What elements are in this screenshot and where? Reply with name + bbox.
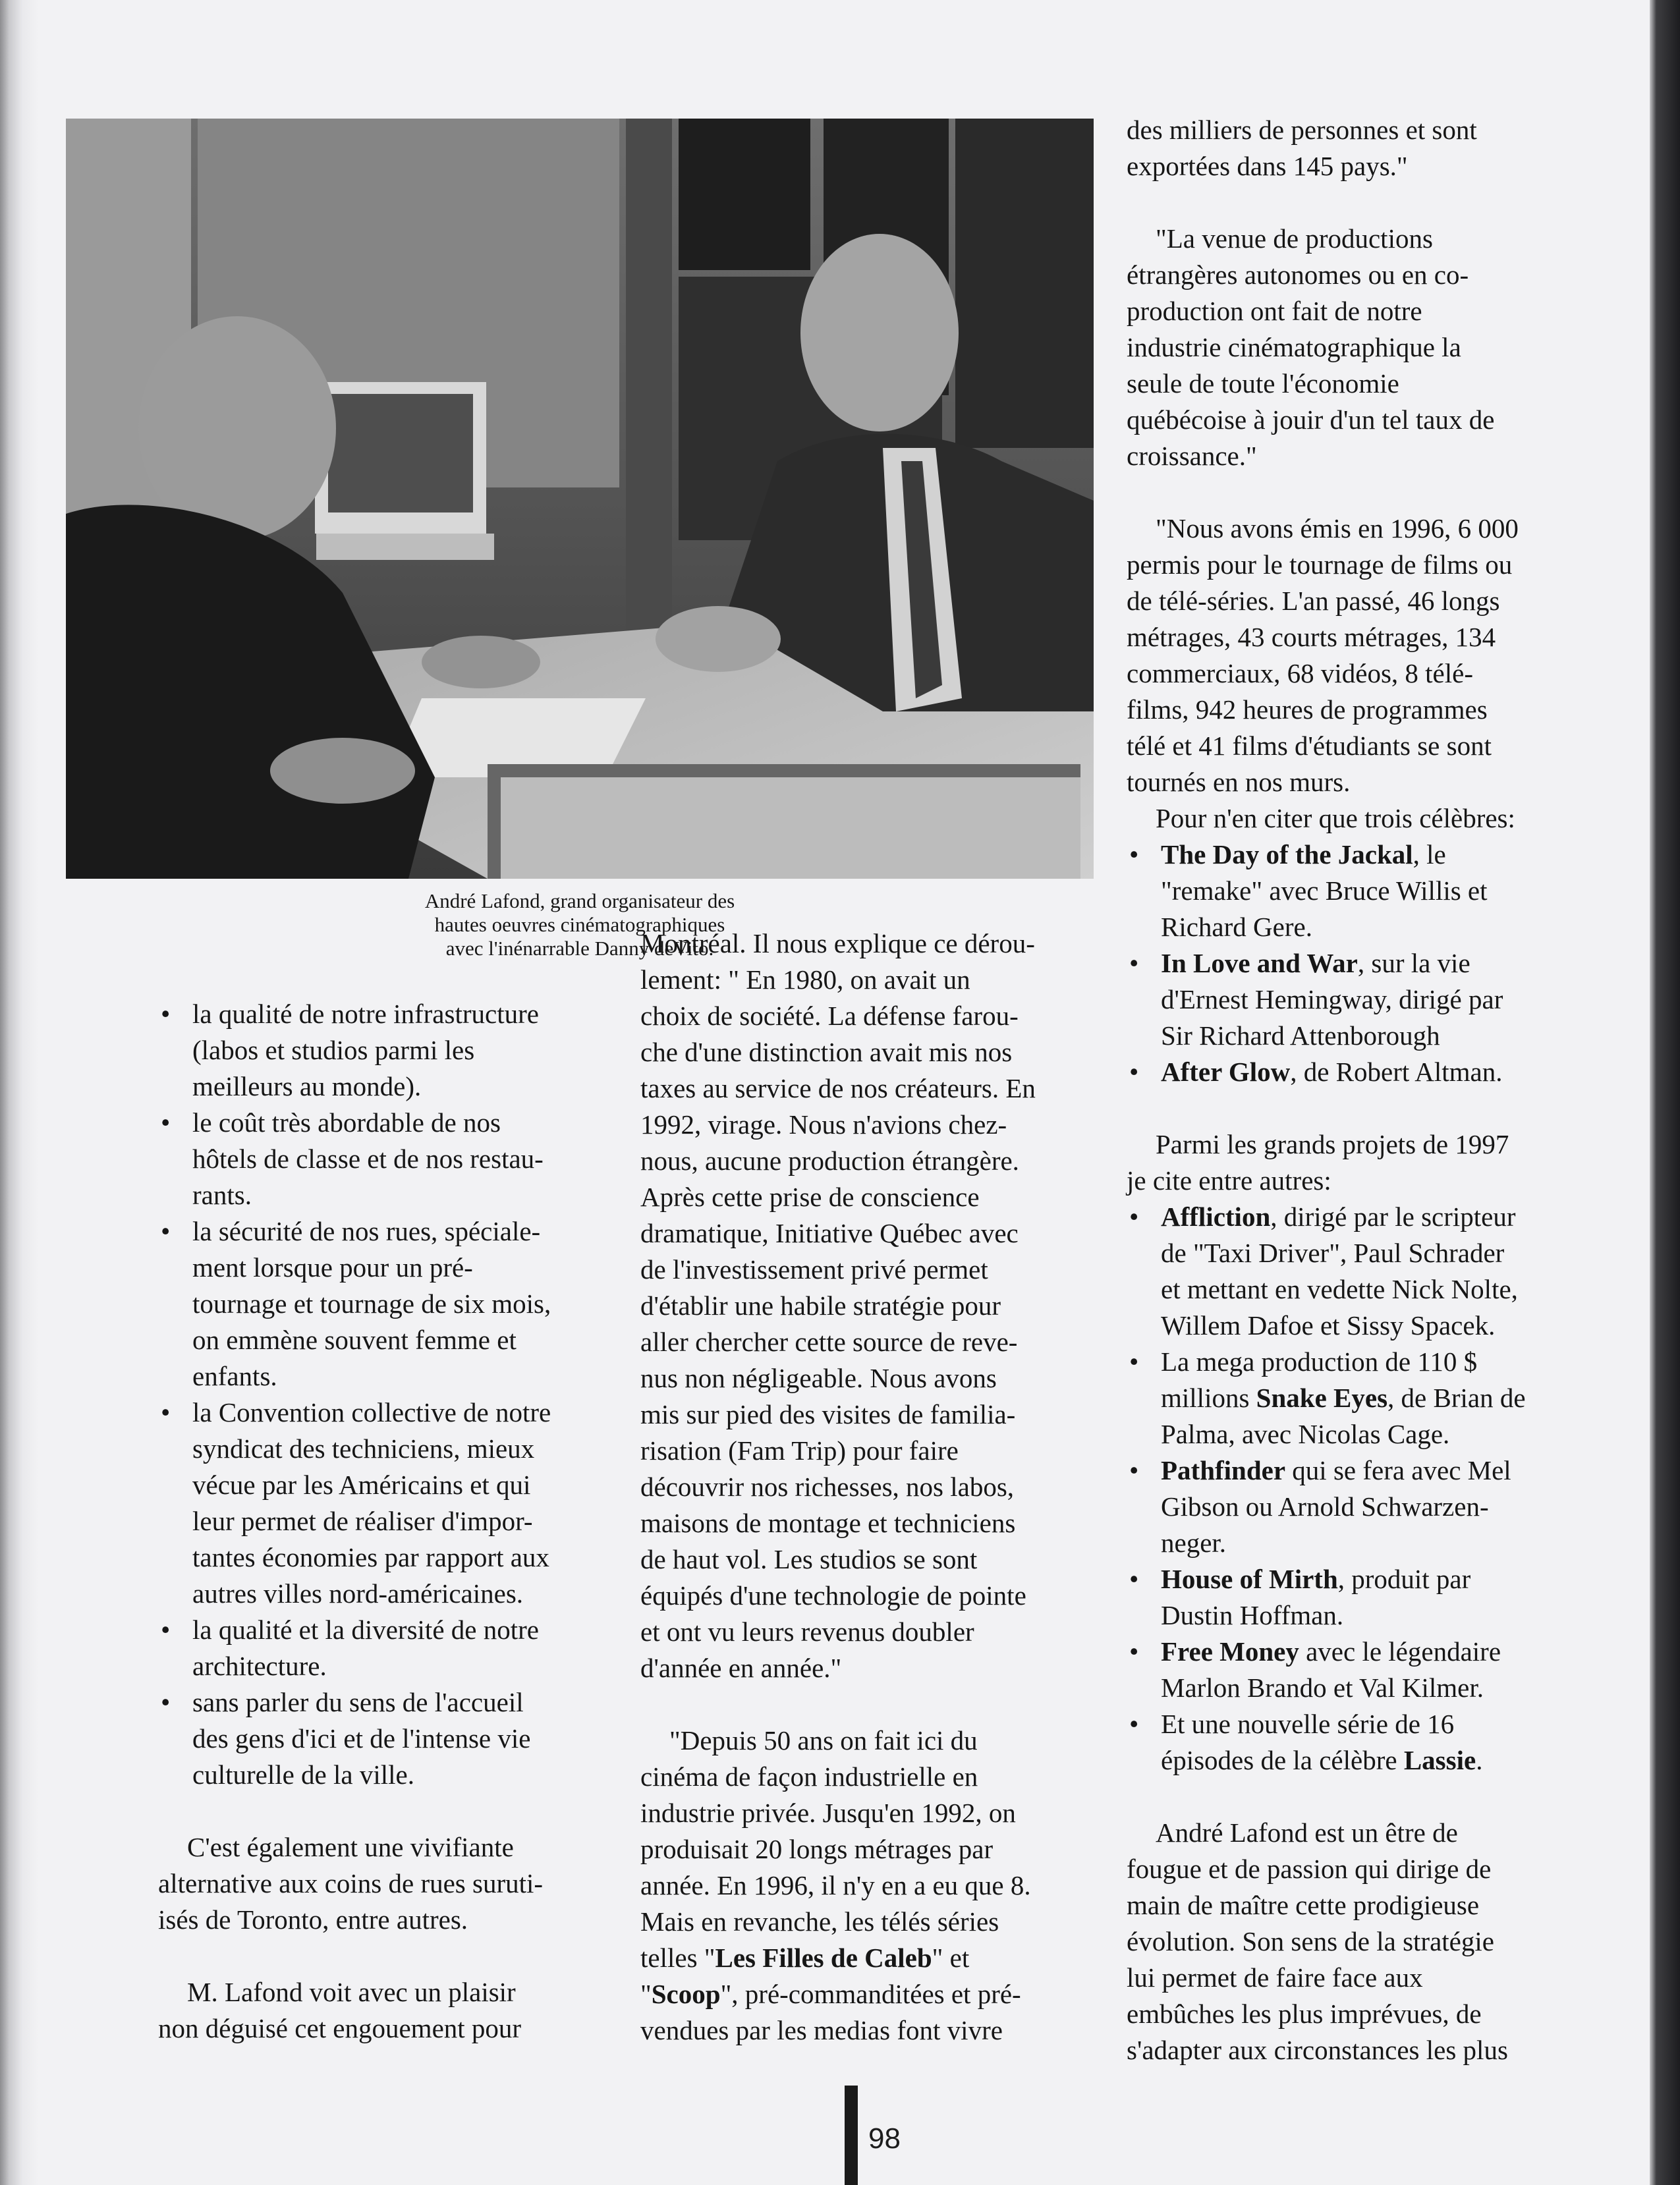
text-line: films, 942 heures de programmes [1127,694,1488,725]
text-line: et mettant en vedette Nick Nolte, [1161,1274,1518,1304]
list-item [1127,1344,1594,1452]
text-line: C'est également une vivifiante [187,1832,514,1862]
text-line: Willem Dafoe et Sissy Spacek. [1161,1310,1496,1341]
list-item [158,1612,619,1684]
text-line: de télé-séries. L'an passé, 46 longs [1127,586,1500,616]
text-line: culturelle de la ville. [192,1759,414,1790]
text-line: "Nous avons émis en 1996, 6 000 [1156,513,1519,543]
text-line: tournage et tournage de six mois, [192,1288,551,1319]
text-line: Dustin Hoffman. [1161,1600,1344,1630]
text-line: • le coût très abordable de nos [192,1107,501,1138]
text-line: et ont vu leurs revenus doubler [640,1617,974,1647]
paragraph-exports [1127,112,1594,184]
text-line [640,1940,1088,1976]
text-line [640,1976,1088,2012]
text-line: 1992, virage. Nous n'avions chez- [640,1109,1007,1140]
text-line: "remake" avec Bruce Willis et [1161,875,1488,906]
text-fragment: , sur la vie [1357,948,1470,978]
list-item [1127,1634,1594,1706]
title-les-filles-de-caleb: Les Filles de Caleb [715,1943,932,1973]
text-line: tantes économies par rapport aux [192,1542,549,1572]
text-line: "Depuis 50 ans on fait ici du [669,1725,978,1756]
text-line: évolution. Son sens de la stratégie [1127,1926,1494,1956]
paragraph-growth [1127,221,1594,474]
text-line: nus non négligeable. Nous avons [640,1363,997,1393]
text-line: neger. [1161,1528,1227,1558]
text-line: produisait 20 longs métrages par [640,1834,994,1864]
column-right [1127,112,1594,2068]
text-line: • La mega production de 110 $ [1161,1346,1478,1377]
list-item [1127,1199,1594,1344]
list-item [1127,1561,1594,1634]
text-line: main de maître cette prodigieuse [1127,1890,1480,1920]
text-line: lement: " En 1980, on avait un [640,964,970,995]
list-item [158,1684,619,1793]
text-line: production ont fait de notre [1127,296,1422,326]
column-middle [640,926,1088,2049]
text-line: commerciaux, 68 vidéos, 8 télé- [1127,658,1473,688]
film-title: Free Money [1161,1636,1299,1667]
text-line: che d'une distinction avait mis nos [640,1037,1013,1067]
text-line: dramatique, Initiative Québec avec [640,1218,1019,1248]
text-line: tournés en nos murs. [1127,767,1351,797]
text-fragment: qui se fera avec Mel [1285,1455,1511,1485]
list-item [1127,945,1594,1054]
paragraph-lafond [158,1974,619,2047]
text-line: taxes au service de nos créateurs. En [640,1073,1036,1103]
film-title: Affliction [1161,1202,1271,1232]
paragraph-explanation [640,926,1088,1686]
text-line: québécoise à jouir d'un tel taux de [1127,404,1495,435]
text-line: M. Lafond voit avec un plaisir [187,1977,516,2007]
text-line: nous, aucune production étrangère. [640,1146,1019,1176]
text-line [1161,945,1594,982]
film-title: The Day of the Jackal [1161,839,1413,870]
text-line [1161,1452,1594,1489]
text-line: isés de Toronto, entre autres. [158,1904,468,1935]
text-line: ment lorsque pour un pré- [192,1252,473,1283]
text-line [1161,1742,1594,1779]
bullet-list-advantages [158,996,619,1793]
text-line: croissance." [1127,441,1257,471]
text-line: seule de toute l'économie [1127,368,1399,399]
column-left [158,996,619,2047]
text-line: rants. [192,1180,252,1210]
text-line: cinéma de façon industrielle en [640,1761,978,1792]
text-line: des milliers de personnes et sont [1127,115,1477,145]
text-line: permis pour le tournage de films ou [1127,549,1513,580]
text-line: autres villes nord-américaines. [192,1578,524,1609]
text-line: d'année en année." [640,1653,842,1683]
list-item [158,1395,619,1612]
text-line [1161,1199,1594,1235]
page-right-edge [1650,0,1680,2185]
list-item [158,996,619,1105]
text-line: (labos et studios parmi les [192,1035,475,1065]
text-line [1161,1561,1594,1597]
text-line: • la qualité de notre infrastructure [192,999,539,1029]
text-line: • Et une nouvelle série de 16 [1161,1709,1455,1739]
film-title: Pathfinder [1161,1455,1286,1485]
text-line: syndicat des techniciens, mieux [192,1433,535,1464]
text-line: • la Convention collective de notre [192,1397,551,1427]
list-item [1127,1452,1594,1561]
text-line: télé et 41 films d'étudiants se sont [1127,731,1492,761]
text-line: • la sécurité de nos rues, spéciale- [192,1216,541,1246]
text-line: Mais en revanche, les télés séries [640,1906,999,1937]
photo-two-men-at-desk [66,119,1094,879]
page-binding-edge [0,0,38,2185]
text-fragment: " et [932,1943,970,1973]
film-title: In Love and War [1161,948,1358,978]
text-line: maisons de montage et techniciens [640,1508,1016,1538]
paragraph-history [640,1723,1088,2049]
list-item [158,1105,619,1213]
text-line: des gens d'ici et de l'intense vie [192,1723,531,1754]
photo-illustration [66,119,1094,879]
text-line: découvrir nos richesses, nos labos, [640,1472,1015,1502]
text-line [1161,1634,1594,1670]
text-fragment: telles " [640,1943,715,1973]
text-line: lui permet de faire face aux [1127,1962,1423,1993]
text-line: année. En 1996, il n'y en a eu que 8. [640,1870,1031,1900]
film-title: Lassie [1403,1745,1476,1775]
text-fragment: avec le légendaire [1299,1636,1501,1667]
list-item [1127,837,1594,945]
text-line: je cite entre autres: [1127,1165,1331,1196]
text-line [1161,1054,1594,1090]
text-line: exportées dans 145 pays." [1127,151,1408,181]
text-line: Parmi les grands projets de 1997 [1156,1129,1509,1159]
list-item [1127,1706,1594,1779]
text-fragment: " [640,1979,652,2009]
text-line: Montréal. Il nous explique ce dérou- [640,928,1035,958]
text-line: fougue et de passion qui dirige de [1127,1854,1492,1884]
text-line: Après cette prise de conscience [640,1182,980,1212]
page-number: 98 [868,2122,901,2155]
text-fragment: épisodes de la célèbre [1161,1745,1404,1775]
text-fragment: , produit par [1337,1564,1471,1594]
text-line: • sans parler du sens de l'accueil [192,1687,524,1717]
text-line: s'adapter aux circonstances les plus [1127,2035,1508,2065]
text-line: équipés d'une technologie de pointe [640,1580,1026,1611]
text-line: Palma, avec Nicolas Cage. [1161,1419,1450,1449]
text-fragment: , de Brian de [1387,1383,1526,1413]
paragraph-closing [1127,1815,1594,2068]
text-line: enfants. [192,1361,277,1391]
text-line: risation (Fam Trip) pour faire [640,1435,959,1466]
page-number-bar [845,2086,858,2185]
text-line: de haut vol. Les studios se sont [640,1544,978,1574]
text-line: métrages, 43 courts métrages, 134 [1127,622,1496,652]
film-title: House of Mirth [1161,1564,1338,1594]
text-line: étrangères autonomes ou en co- [1127,260,1469,290]
text-line: choix de société. La défense farou- [640,1001,1019,1031]
text-line: de "Taxi Driver", Paul Schrader [1161,1238,1505,1268]
text-line: Gibson ou Arnold Schwarzen- [1161,1491,1489,1522]
list-item [158,1213,619,1395]
text-line: architecture. [192,1651,327,1681]
text-line: André Lafond est un être de [1156,1817,1458,1848]
text-line: industrie privée. Jusqu'en 1992, on [640,1798,1016,1828]
text-fragment: millions [1161,1383,1256,1413]
film-title: Snake Eyes [1256,1383,1388,1413]
text-line: Pour n'en citer que trois célèbres: [1156,803,1515,833]
text-line: d'établir une habile stratégie pour [640,1290,1001,1321]
paragraph-permits [1127,511,1594,800]
text-line: industrie cinématographique la [1127,332,1461,362]
text-line: • la qualité et la diversité de notre [192,1615,539,1645]
text-fragment: , de Robert Altman. [1290,1057,1503,1087]
text-line: aller chercher cette source de reve- [640,1327,1018,1357]
paragraph-toronto [158,1829,619,1938]
text-fragment: , dirigé par le scripteur [1270,1202,1516,1232]
text-line: Sir Richard Attenborough [1161,1020,1440,1051]
caption-line: André Lafond, grand organisateur des [424,889,735,912]
paragraph-projects-intro [1127,1126,1594,1199]
title-scoop: Scoop [651,1979,721,2009]
bullet-list-projects-1997 [1127,1199,1594,1779]
text-line: on emmène souvent femme et [192,1325,517,1355]
text-line: de l'investissement privé permet [640,1254,988,1285]
film-title: After Glow [1161,1057,1291,1087]
text-line: Richard Gere. [1161,912,1312,942]
text-fragment: ", pré-commanditées et pré- [720,1979,1021,2009]
text-line: alternative aux coins de rues suruti- [158,1868,544,1898]
text-line: embûches les plus imprévues, de [1127,1999,1482,2029]
bullet-list-famous-films [1127,837,1594,1090]
text-line: mis sur pied des visites de familia- [640,1399,1016,1429]
list-item [1127,1054,1594,1090]
text-line: "La venue de productions [1156,223,1433,254]
text-line: vécue par les Américains et qui [192,1470,531,1500]
text-line [1161,1380,1594,1416]
text-line: non déguisé cet engouement pour [158,2013,522,2043]
text-line: vendues par les medias font vivre [640,2015,1003,2045]
text-line: d'Ernest Hemingway, dirigé par [1161,984,1503,1014]
text-line: hôtels de classe et de nos restau- [192,1144,544,1174]
caption-line: avec l'inénarrable Danny deVito. [445,937,714,960]
text-line: meilleurs au monde). [192,1071,422,1101]
text-line: leur permet de réaliser d'impor- [192,1506,533,1536]
text-line: Marlon Brando et Val Kilmer. [1161,1673,1484,1703]
caption-line: hautes oeuvres cinématographiques [434,913,725,936]
text-fragment: , le [1413,839,1446,870]
text-fragment: . [1476,1745,1483,1775]
text-line [1161,837,1594,873]
